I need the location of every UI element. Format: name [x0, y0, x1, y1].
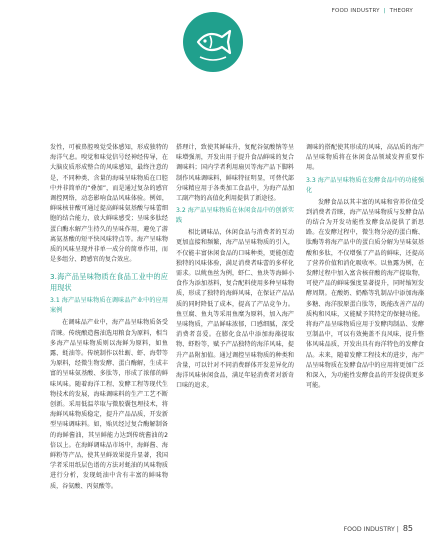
footer-separator: |	[396, 526, 399, 533]
header-separator: |	[383, 8, 386, 14]
paragraph: 发性，可被鼻腔嗅觉受体感知，形成独特的海洋气息。嗅觉和味觉信号经神经传导，在大脑皮质形成整合的风味感知，最终注意的是，不同种类、含量的海味呈味物质在口腔中并非简单的“叠加”，而是通过复杂的感官调控网络，动态影响食品风味体验。例如，鲜味核苷酸可通过提高鲜味氨基酸与味蕾细胞的结合能力，放大鲜味感受；呈味多肽经蛋白酶水解产生持久的呈味作用，避免了游离氨基酸的短平快风味特点等。海产呈味物质的风味呈现并非单一成分的简单作用，而是多组分、跨感官的复合效应。	[50, 144, 168, 264]
paragraph: 在调味品产业中，海产品呈味物质备受青睐。传统酿造酱油选用粮食为原料，相当多海产品呈味物质则以海鲜为原料，如鱼露、蚝油等。传统制作以牡蛎、虾、海带等为原料，经微生物发酵、蛋白酶解，生成丰富的呈味氨基酸、多肽等，形成了浓郁的鲜味风味。随着海洋工程、发酵工程等现代生物技术的发展，海味调味料的生产工艺不断创新。采用低温萃取与微胶囊包埋技术，将海鲜风味物质稳定，提升产品品质，开发新型呈味调味料。如，贻贝经过复合酶解制备的海鲜酱油，其呈鲜能力达到传统酱油的2倍以上。在海鲜调味品市场中，海鲜酱、海鲜粉等产品，使其呈鲜效果提升显著，我国学者采用纸层色谱的方法对蚝油的风味物质进行分析，发现蚝油中含有丰富的鲜味物质，谷氨酸、丙氨酸等。	[50, 319, 168, 490]
fish-emblem-icon	[190, 19, 236, 65]
running-footer	[344, 524, 413, 533]
subsection-heading-3-2: 3.2 海产品呈味物质在休闲食品中的创新实践	[176, 207, 294, 225]
paragraph: 调味的搭配使其形成的风味，高品质的海产品呈味物质将在休闲食品领域发挥重要作用。	[306, 144, 424, 172]
paragraph: 相比调味品，休闲食品与消费者的互动更加直接和频繁，海产品呈味物质的引入，不仅能丰富休闲食品的口味种类，更能创造独特的风味体验，满足消费者味蕾的多样化需求。以鱿鱼丝为例，虾仁、鱼块等海鲜小食作为添加基料，复合配料使用多种呈味物质，形成了独特的海鲜风味，在保证产品品质的同时降低了成本，提高了产品竞争力。鱼豆腐、鱼丸等采用鱼糜为原料，加入海产呈味物质，产品鲜味浓郁，口感细腻，深受消费者喜爱。在膨化食品中添加海藻提取物、虾粉等，赋予产品独特的海洋风味，提升产品附加值。通过调控呈味物质的种类和含量，可以针对不同消费群体开发差异化的海洋风味休闲食品，满足年轻消费者对新奇口味的追求。	[176, 229, 294, 390]
subsection-heading-3-3: 3.3 海产品呈味物质在发酵食品中的功能强化	[306, 176, 424, 194]
section-name: THEORY	[389, 8, 413, 14]
text-column-right	[306, 143, 424, 525]
footer-journal-name: FOOD INDUSTRY	[343, 526, 395, 533]
page-number: 85	[402, 524, 413, 533]
paragraph: 发酵食品以其丰富的风味和营养价值受到消费者青睐，海产品呈味物质与发酵食品的结合为开发功能性发酵食品提供了新思路。在发酵过程中，微生物分泌的蛋白酶、肽酶等将海产品中的蛋白质分解为呈味氨基酸和多肽，不仅增强了产品的鲜味，还提高了营养价值和消化吸收率。以鱼露为例，在发酵过程中加入富含核苷酸的海产提取物，可使产品的鲜味强度显著提升，同时缩短发酵周期。在酸奶、奶酪等乳制品中添加海藻多糖、海洋胶原蛋白肽等，既能改善产品的质构和风味，又能赋予其特定的保健功能。将海产品呈味物质应用于发酵肉制品、发酵豆制品中，可以有效掩盖不良风味，提升整体风味品质，开发出具有海洋特色的发酵食品。未来，随着发酵工程技术的进步，海产品呈味物质在发酵食品中的应用将更加广泛和深入，为功能性发酵食品的开发提供更多可能。	[306, 198, 424, 390]
paragraph: 搭理计，致使其鲜味升，复配谷氨酸钠等呈味增强剂，开发出用于提升食品鲜味的复合调味料；国内学者利用扇贝等海产品下脚料制作风味调味料，鲜味特征明显，可替代部分味精应用于各类加工食品中，为海产品加工副产物的高值化利用提供了新途径。	[176, 144, 294, 203]
journal-name: FOOD INDUSTRY	[331, 8, 380, 14]
running-header	[332, 8, 413, 14]
text-column-middle	[176, 143, 294, 525]
text-column-left	[50, 143, 168, 525]
section-heading-3: 3.海产品呈味物质在食品工业中的应用现状	[50, 272, 168, 293]
subsection-heading-3-1: 3.1 海产品呈味物质在调味品产业中的应用案例	[50, 297, 168, 315]
journal-logo-icon	[183, 12, 243, 72]
